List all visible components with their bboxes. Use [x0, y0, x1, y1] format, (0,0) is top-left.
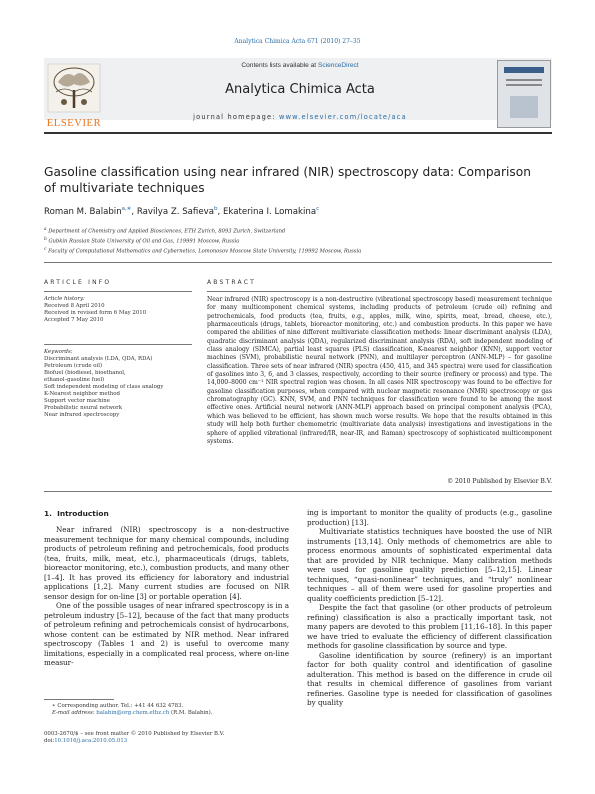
author-sep: ,	[131, 206, 137, 217]
section-heading-introduction: 1. Introduction	[44, 509, 109, 518]
affiliations-rule	[44, 262, 552, 263]
cover-line	[506, 79, 542, 81]
affiliation-text: Gubkin Russian State University of Oil and Gas, 119991 Moscow, Russia	[48, 238, 240, 245]
footnote	[52, 703, 292, 717]
abstract-bottom-rule	[44, 491, 552, 492]
copyright-line: © 2010 Published by Elsevier B.V.	[447, 478, 552, 485]
affiliation-sup: b	[44, 237, 47, 243]
paragraph: One of the possible usages of near infrared spectroscopy is in a petroleum industry [5–12], because of the fact that many products of petroleum refining and petrochemicals consist of hydrocarbons, whose content can be estimated by NIR method. Near infrared spectroscopy (Tables 1 and 2) is useful to overcome many limitations, especially in a complicated real process, where on-line measur-	[44, 601, 289, 667]
elsevier-tree-icon	[44, 62, 104, 114]
homepage-prefix: journal homepage:	[193, 113, 279, 121]
running-head: Analytica Chimica Acta 671 (2010) 27–35	[234, 38, 361, 45]
elsevier-wordmark: ELSEVIER	[46, 118, 102, 129]
author-list	[44, 206, 544, 217]
history-item: Received in revised form 6 May 2010	[44, 310, 147, 316]
affiliations	[44, 226, 544, 256]
article-history	[44, 296, 194, 324]
history-item: Accepted 7 May 2010	[44, 317, 104, 323]
author-sup: b	[213, 206, 218, 212]
author-name[interactable]: Roman M. Balabin	[44, 206, 122, 217]
keyword: Biofuel (biodiesel, bioethanol,	[44, 370, 126, 376]
article-info-rule	[44, 291, 192, 292]
keyword: ethanol–gasoline fuel)	[44, 377, 105, 383]
affiliation	[44, 226, 544, 236]
article-title: Gasoline classification using near infrared (NIR) spectroscopy data: Comparison of multivariate techniques	[44, 165, 531, 195]
journal-cover-thumbnail	[497, 60, 551, 128]
issn-line: 0003-2670/$ – see front matter © 2010 Published by Elsevier B.V.	[44, 731, 225, 737]
article-info-heading: ARTICLE INFO	[44, 279, 112, 286]
cover-line	[506, 84, 542, 86]
sciencedirect-link[interactable]: ScienceDirect	[317, 62, 359, 69]
abstract-text: Near infrared (NIR) spectroscopy is a non-destructive (vibrational spectroscopy based) measurement technique for many multicomponent chemical systems, including products of petroleum (crude oil) refining and petrochemicals, food products (tea, fruits, e.g., apples, milk, wine, spirits, meat, bread, cheese, etc.), pharmaceuticals (drugs, tablets, bioreactor monitoring, etc.) and combustion products. In this paper we have compared the abilities of nine different multivariate classification methods: linear discriminant analysis (LDA), quadratic discriminant analysis (QDA), regularized discriminant analysis (RDA), soft independent modeling of class analogy (SIMCA), partial least squares (PLS) classification, K-nearest neighbor (KNN), support vector machines (SVM), probabilistic neural network (PNN), and multilayer perceptron (ANN-MLP) – for gasoline classification. Three sets of near infrared (NIR) spectra (450, 415, and 345 spectra) were used for classification of gasolines into 3, 6, and 3 classes, respectively, according to their source (refinery or process) and type. The 14,000–8000 cm⁻¹ NIR spectral region was chosen. In all cases NIR spectroscopy was found to be effective for gasoline classification purposes, when compared with nuclear magnetic resonance (NMR) spectroscopy or gas chromatography (GC). KNN, SVM, and PNN techniques for classification were found to be among the most effective ones. Artificial neural network (ANN-MLP) approach based on principal component analysis (PCA), which was believed to be efficient, has shown much worse results. We hope that the results obtained in this study will help both further chemometric (multivariate data analysis) investigations and investigations in the sphere of applied vibrational (infrared/IR, near-IR, and Raman) spectroscopy of sophisticated multicomponent systems.	[207, 296, 552, 445]
paragraph: Gasoline identification by source (refinery) is an important factor for both quality control and identification of gasoline adulteration. This method is based on the difference in crude oil that results in chemical difference of gasolines from variant refineries. Gasoline type is needed for classification of gasolines by quality	[307, 650, 552, 707]
affiliation-sup: c	[44, 247, 47, 253]
email-suffix: (R.M. Balabin).	[169, 710, 213, 716]
affiliation-text: Faculty of Computational Mathematics and Cybernetics, Lomonosov Moscow State University, 119992 Moscow, Russia	[48, 249, 362, 256]
keyword: Near infrared spectroscopy	[44, 412, 120, 418]
keyword: Support vector machine	[44, 398, 110, 404]
abstract-rule	[207, 291, 552, 292]
keywords-block	[44, 349, 194, 419]
paragraph: Near infrared (NIR) spectroscopy is a non-destructive measurement technique for many chemical compounds, including products of petroleum refining and petrochemicals, food products (tea, fruits, milk, meat, etc.), pharmaceuticals (drugs, tablets, bioreactor monitoring, etc.), combustion products, and many other [1–4]. It has proved its efficiency for laboratory and industrial applications [1,2]. Many current studies are focused on NIR sensor design for on-line [3] or portable operation [4].	[44, 525, 289, 601]
paragraph: Multivariate statistics techniques have boosted the use of NIR instruments [13,14]. Only methods of chemometrics are able to process enormous amounts of sophisticated experimental data that are provided by NIR technique. Many calibration methods were used for gasoline quality prediction [5–12,15]. Linear techniques, “quasi-nonlinear” techniques, and “truly” nonlinear techniques – all of them were used for gasoline properties and quality coefficients prediction [5–12].	[307, 527, 552, 603]
email-line	[52, 710, 292, 717]
journal-homepage	[110, 113, 490, 121]
affiliation-text: Department of Chemistry and Applied Biosciences, ETH Zurich, 8093 Zurich, Switzerland	[48, 228, 286, 235]
affiliation	[44, 236, 544, 246]
keywords-rule	[44, 344, 192, 345]
contents-prefix: Contents lists available at	[241, 62, 318, 69]
paragraph: Despite the fact that gasoline (or other products of petroleum refining) classification is also a practically important task, not many papers are devoted to this problem [11,16–18]. In this paper we have tried to evaluate the efficiency of different classification methods for gasoline classification by source and type.	[307, 603, 552, 650]
doi-link[interactable]: 10.1016/j.aca.2010.05.013	[54, 738, 128, 744]
keywords-label: Keywords:	[44, 349, 73, 355]
bottom-meta	[44, 731, 304, 745]
author-name[interactable]: Ekaterina I. Lomakina	[222, 206, 317, 217]
affiliation	[44, 246, 544, 256]
keyword: K-Nearest neighbor method	[44, 391, 120, 397]
keyword: Petroleum (crude oil)	[44, 363, 103, 369]
journal-name: Analytica Chimica Acta	[225, 82, 375, 97]
abstract-heading: ABSTRACT	[207, 279, 256, 286]
history-label: Article history:	[44, 296, 85, 302]
author-name[interactable]: Ravilya Z. Safieva	[136, 206, 214, 217]
footnote-rule	[44, 699, 114, 700]
keyword: Discriminant analysis (LDA, QDA, RDA)	[44, 356, 153, 362]
homepage-link[interactable]: www.elsevier.com/locate/aca	[279, 113, 407, 121]
keyword: Probabilistic neural network	[44, 405, 123, 411]
email-link[interactable]: balabin@org.chem.ethz.ch	[96, 710, 170, 716]
affiliation-sup: a	[44, 227, 47, 232]
elsevier-logo	[44, 62, 104, 129]
history-item: Received 8 April 2010	[44, 303, 105, 309]
corresponding-author: ∗ Corresponding author. Tel.: +41 44 632 4783.	[52, 703, 184, 709]
paragraph: ing is important to monitor the quality of products (e.g., gasoline production) [13].	[307, 508, 552, 527]
doi-line	[44, 738, 304, 745]
contents-line	[110, 62, 490, 69]
author-sep: ,	[217, 206, 223, 217]
author-sup: c	[316, 206, 320, 212]
doi-prefix: doi:	[44, 738, 55, 744]
header-rule	[44, 132, 552, 134]
keyword: Soft independent modeling of class analogy	[44, 384, 164, 390]
author-sup: a,∗	[121, 206, 132, 212]
cover-band	[504, 67, 544, 73]
intro-right-column	[307, 508, 552, 708]
intro-left-column	[44, 525, 289, 668]
email-label: E-mail address:	[52, 710, 95, 716]
cover-image	[510, 96, 538, 118]
